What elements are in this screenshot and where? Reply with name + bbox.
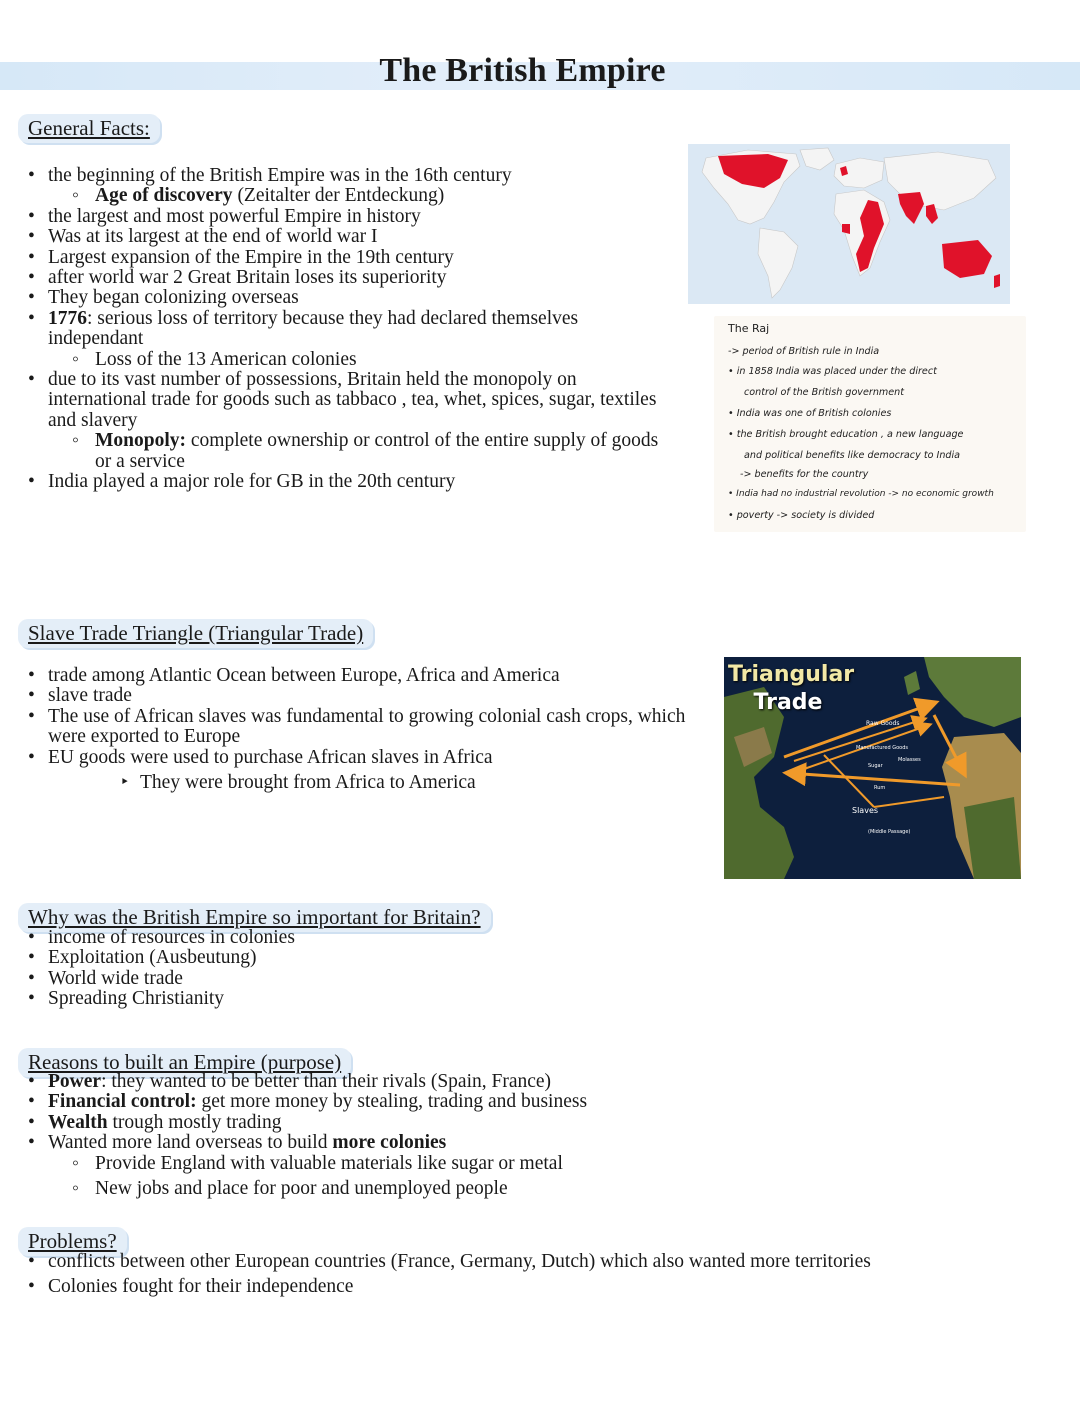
- trade-label-manufactured-goods: Manufactured Goods: [856, 745, 908, 751]
- trade-label-raw-goods: Raw Goods: [866, 720, 900, 727]
- trade-label-sugar: Sugar: [868, 763, 883, 769]
- section-heading-reasons: Reasons to built an Empire (purpose): [18, 1048, 351, 1077]
- list-item: • Financial control: get more money by stealing, trading and business: [28, 1092, 728, 1112]
- list-item: • Power: they wanted to be better than their rivals (Spain, France): [28, 1072, 728, 1092]
- list-item: • Exploitation (Ausbeutung): [28, 948, 628, 968]
- list-item: ◦ Provide England with valuable materials like sugar or metal: [28, 1154, 728, 1174]
- list-item: ‣ They were brought from Africa to America: [28, 773, 698, 793]
- list-item: • EU goods were used to purchase African slaves in Africa: [28, 748, 698, 768]
- list-item: • India played a major role for GB in the 20th century: [28, 472, 678, 492]
- world-map-graphic: [688, 144, 1010, 304]
- list-item: • trade among Atlantic Ocean between Europe, Africa and America: [28, 666, 698, 686]
- notes-title: The Raj: [728, 322, 770, 335]
- list-item: • the beginning of the British Empire was in the 16th century: [28, 166, 678, 186]
- list-item: • 1776: serious loss of territory because they had declared themselves independant: [28, 309, 678, 350]
- list-item: • due to its vast number of possessions, Britain held the monopoly on international trade for goods such as tabbaco , tea, whet, spices, sugar, textiles and slavery: [28, 370, 678, 431]
- list-item: • Was at its largest at the end of world war I: [28, 227, 678, 247]
- list-item: • after world war 2 Great Britain loses its superiority: [28, 268, 678, 288]
- list-item: • slave trade: [28, 686, 698, 706]
- notes-line: • poverty -> society is divided: [728, 510, 875, 521]
- trade-label-molasses: Molasses: [898, 757, 921, 763]
- list-item: • Largest expansion of the Empire in the 19th century: [28, 248, 678, 268]
- notes-line: • the British brought education , a new language: [728, 429, 964, 440]
- list-item: • Wealth trough mostly trading: [28, 1113, 728, 1133]
- trade-label-middle-passage: (Middle Passage): [868, 829, 911, 835]
- list-item: ◦ Loss of the 13 American colonies: [28, 350, 678, 370]
- list-item: • Spreading Christianity: [28, 989, 628, 1009]
- list-item: • World wide trade: [28, 969, 628, 989]
- reasons-list: [28, 1072, 728, 1199]
- list-item: • Wanted more land overseas to build more colonies: [28, 1133, 728, 1153]
- notes-line: • India was one of British colonies: [728, 408, 892, 419]
- list-item: • the largest and most powerful Empire in history: [28, 207, 678, 227]
- trade-label-rum: Rum: [874, 785, 886, 791]
- notes-line: -> period of British rule in India: [728, 346, 880, 357]
- section-heading-why-important: Why was the British Empire so important for Britain?: [18, 903, 491, 932]
- british-empire-world-map: [688, 144, 1010, 304]
- why-important-list: [28, 928, 628, 1010]
- list-item: • Colonies fought for their independence: [28, 1277, 1068, 1297]
- section-heading-problems: Problems?: [18, 1227, 127, 1256]
- trade-label-slaves: Slaves: [852, 806, 879, 815]
- page-title: The British Empire: [379, 52, 666, 89]
- notes-line: • India had no industrial revolution -> no economic growth: [728, 489, 994, 499]
- list-item: • income of resources in colonies: [28, 928, 628, 948]
- the-raj-notes: [714, 316, 1026, 532]
- list-item: • They began colonizing overseas: [28, 288, 678, 308]
- notes-line: • in 1858 India was placed under the direct: [728, 366, 937, 377]
- notes-line: and political benefits like democracy to India: [744, 450, 961, 461]
- section-heading-slave-trade: Slave Trade Triangle (Triangular Trade): [18, 619, 373, 648]
- list-item: • The use of African slaves was fundamental to growing colonial cash crops, which were exported to Europe: [28, 707, 698, 748]
- list-item: • conflicts between other European countries (France, Germany, Dutch) which also wanted more territories: [28, 1252, 1068, 1272]
- notes-line: -> benefits for the country: [740, 469, 869, 480]
- list-item: ◦ Monopoly: complete ownership or control of the entire supply of goods or a service: [28, 431, 678, 472]
- general-facts-list: [28, 166, 678, 493]
- problems-list: [28, 1252, 1068, 1298]
- section-heading-general-facts: General Facts:: [18, 114, 160, 143]
- list-item: ◦ New jobs and place for poor and unemployed people: [28, 1179, 728, 1199]
- slave-trade-list: [28, 666, 698, 793]
- list-item: ◦ Age of discovery (Zeitalter der Entdeckung): [28, 186, 678, 206]
- triangular-trade-image: [724, 657, 1021, 879]
- triangular-trade-title: Triangular Trade: [728, 662, 855, 715]
- notes-line: control of the British government: [744, 387, 905, 398]
